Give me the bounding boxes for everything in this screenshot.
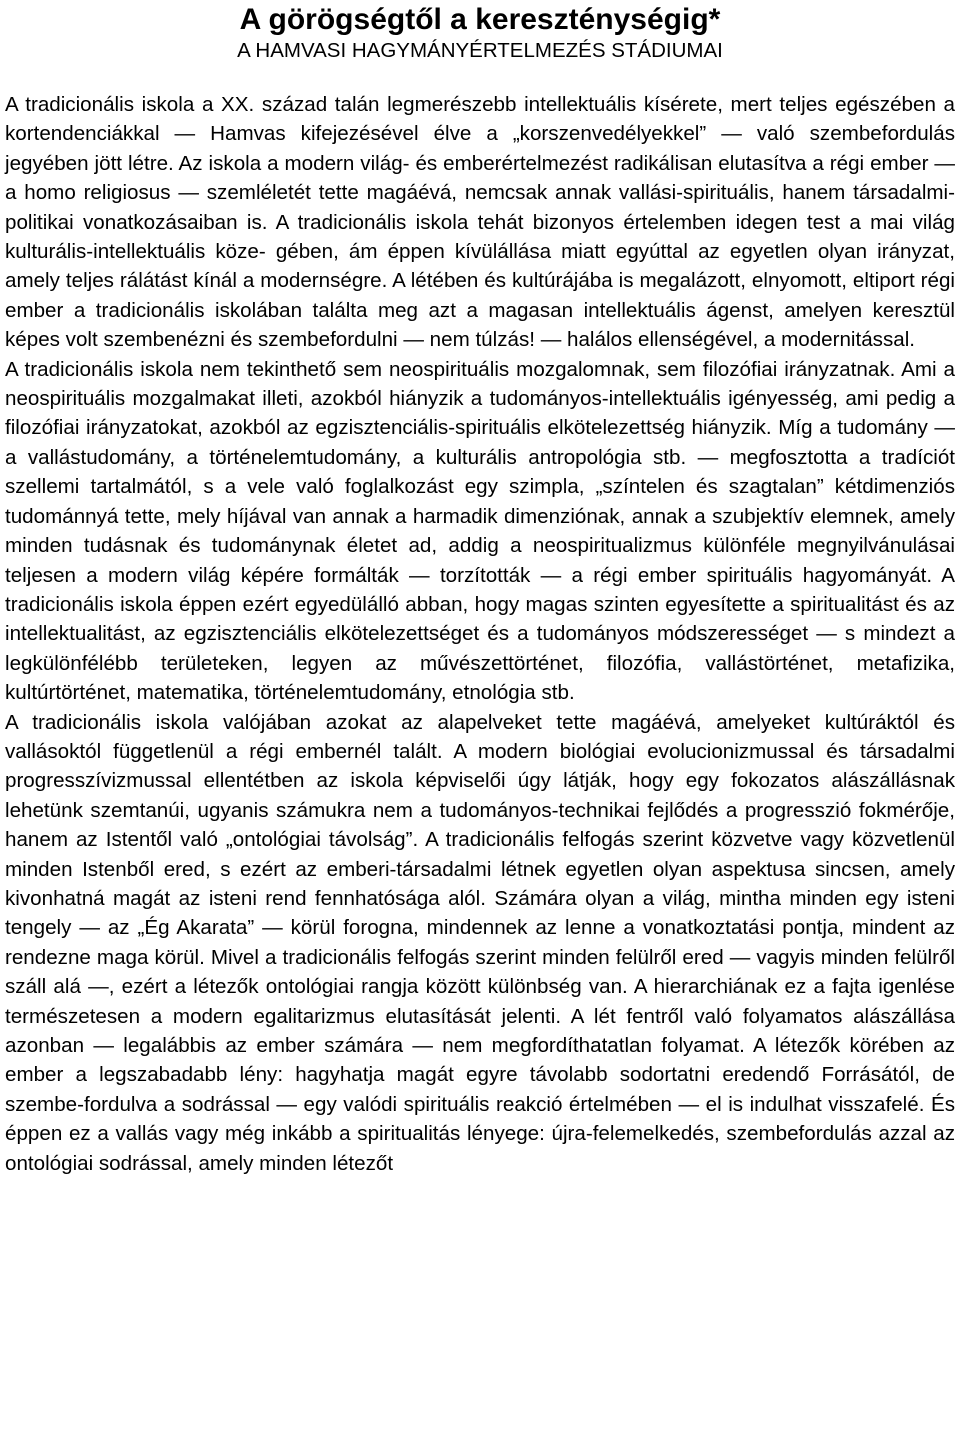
paragraph-3: A tradicionális iskola valójában azokat az alapelveket tette magáévá, amelyeket kultúráktól és vallásoktól függetlenül a régi embernél talált. A modern biológiai evolucionizmussal és társadalmi progresszívizmussal ellentétben az iskola képviselői úgy látják, hogy egy fokozatos alászállásnak lehetünk szemtanúi, ugyanis számukra nem a tudományos-technikai fejlődés a progresszió fokmérője, hanem az Istentől való „ontológiai távolság”. A tradicionális felfogás szerint közvetve vagy közvetlenül minden Istenből ered, s ezért az emberi-társadalmi létnek egyetlen olyan aspektusa sincsen, amely kivonhatná magát az isteni rend fennhatósága alól. Számára olyan a világ, mintha minden egy isteni tengely — az „Ég Akarata” — körül forogna, mindennek az lenne a vonatkoztatási pontja, mindent az rendezne maga körül. Mivel a tradicionális felfogás szerint minden felülről ered — vagyis minden felülről száll alá —, ezért a létezők ontológiai rangja között különbség van. A hierarchiának ez a fajta igenlése természetesen a modern egalitarizmus elutasítását jelenti. A lét fentről való folyamatos alászállása azonban — legalábbis az ember számára — nem megfordíthatatlan folyamat. A létezők körében az ember a legszabadabb lény: hagyhatja magát egyre távolabb sodortatni eredendő Forrásától, de szembe-fordulva a sodrással — egy valódi spirituális reakció értelmében — el is indulhat visszafelé. És éppen ez a vallás vagy még inkább a spiritualitás lényege: újra-felemelkedés, szembefordulás azzal az ontológiai sodrással, amely minden létezőt <box>5 710 955 1175</box>
paragraph-1: A tradicionális iskola a XX. század talán legmerészebb intellektuális kísérete, mert teljes egészében a kortendenciákkal — Hamvas kifejezésével élve a „korszenvedélyekkel” — való szembefordulás jegyében jött létre. Az iskola a modern világ- és emberértelmezést radikálisan elutasítva a régi ember — a homo religiosus — szemléletét tette magáévá, nemcsak annak vallási-spirituális, hanem társadalmi-politikai vonatkozásaiban is. A tradicionális iskola tehát bizonyos értelemben idegen test a mai világ kulturális-intellektuális köze- gében, ám éppen kívülállása miatt egyúttal az egyetlen olyan irányzat, amely teljes rálátást kínál a modernségre. A létében és kultúrájába is megalázott, elnyomott, eltiport régi ember a tradicionális iskolában találta meg azt a magasan intellektuális ágenst, amelyen keresztül képes volt szembenézni és szembefordulni — nem túlzás! — halálos ellenségével, a modernitással. <box>5 93 955 352</box>
document-subtitle: A HAMVASI HAGYMÁNYÉRTELMEZÉS STÁDIUMAI <box>237 39 723 62</box>
document-page <box>5 0 955 1178</box>
paragraph-2: A tradicionális iskola nem tekinthető sem neospirituális mozgalomnak, sem filozófiai irányzatnak. Ami a neospirituális mozgalmakat illeti, azokból hiányzik a tudományos-intellektuális igényesség, ami pedig a filozófiai irányzatokat, azokból az egzisztenciális-spirituális elkötelezettség hiányzik. Míg a tudomány — a vallástudomány, a történelemtudomány, a kulturális antropológia stb. — megfosztotta a tradíciót szellemi tartalmától, s a vele való foglalkozást egy szimpla, „színtelen és szagtalan” kétdimenziós tudománnyá tette, mely híjával van annak a harmadik dimenziónak, annak a szubjektív elemnek, amely minden tudásnak és tudománynak életet ad, addig a neospiritualizmus különféle megnyilvánulásai teljesen a modern világ képére formálták — torzították — a régi ember spirituális hagyományát. A tradicionális iskola éppen ezért egyedülálló abban, hogy magas szinten egyesítette a spiritualitást és az intellektualitást, az egzisztenciális elkötelezettséget és a tudományos módszerességet — s mindezt a legkülönfélébb területeken, legyen az művészettörténet, filozófia, vallástörténet, metafizika, kultúrtörténet, matematika, történelemtudomány, etnológia stb. <box>5 357 955 705</box>
document-body <box>5 90 955 1178</box>
document-title: A görögségtől a kereszténységig* <box>239 3 721 36</box>
